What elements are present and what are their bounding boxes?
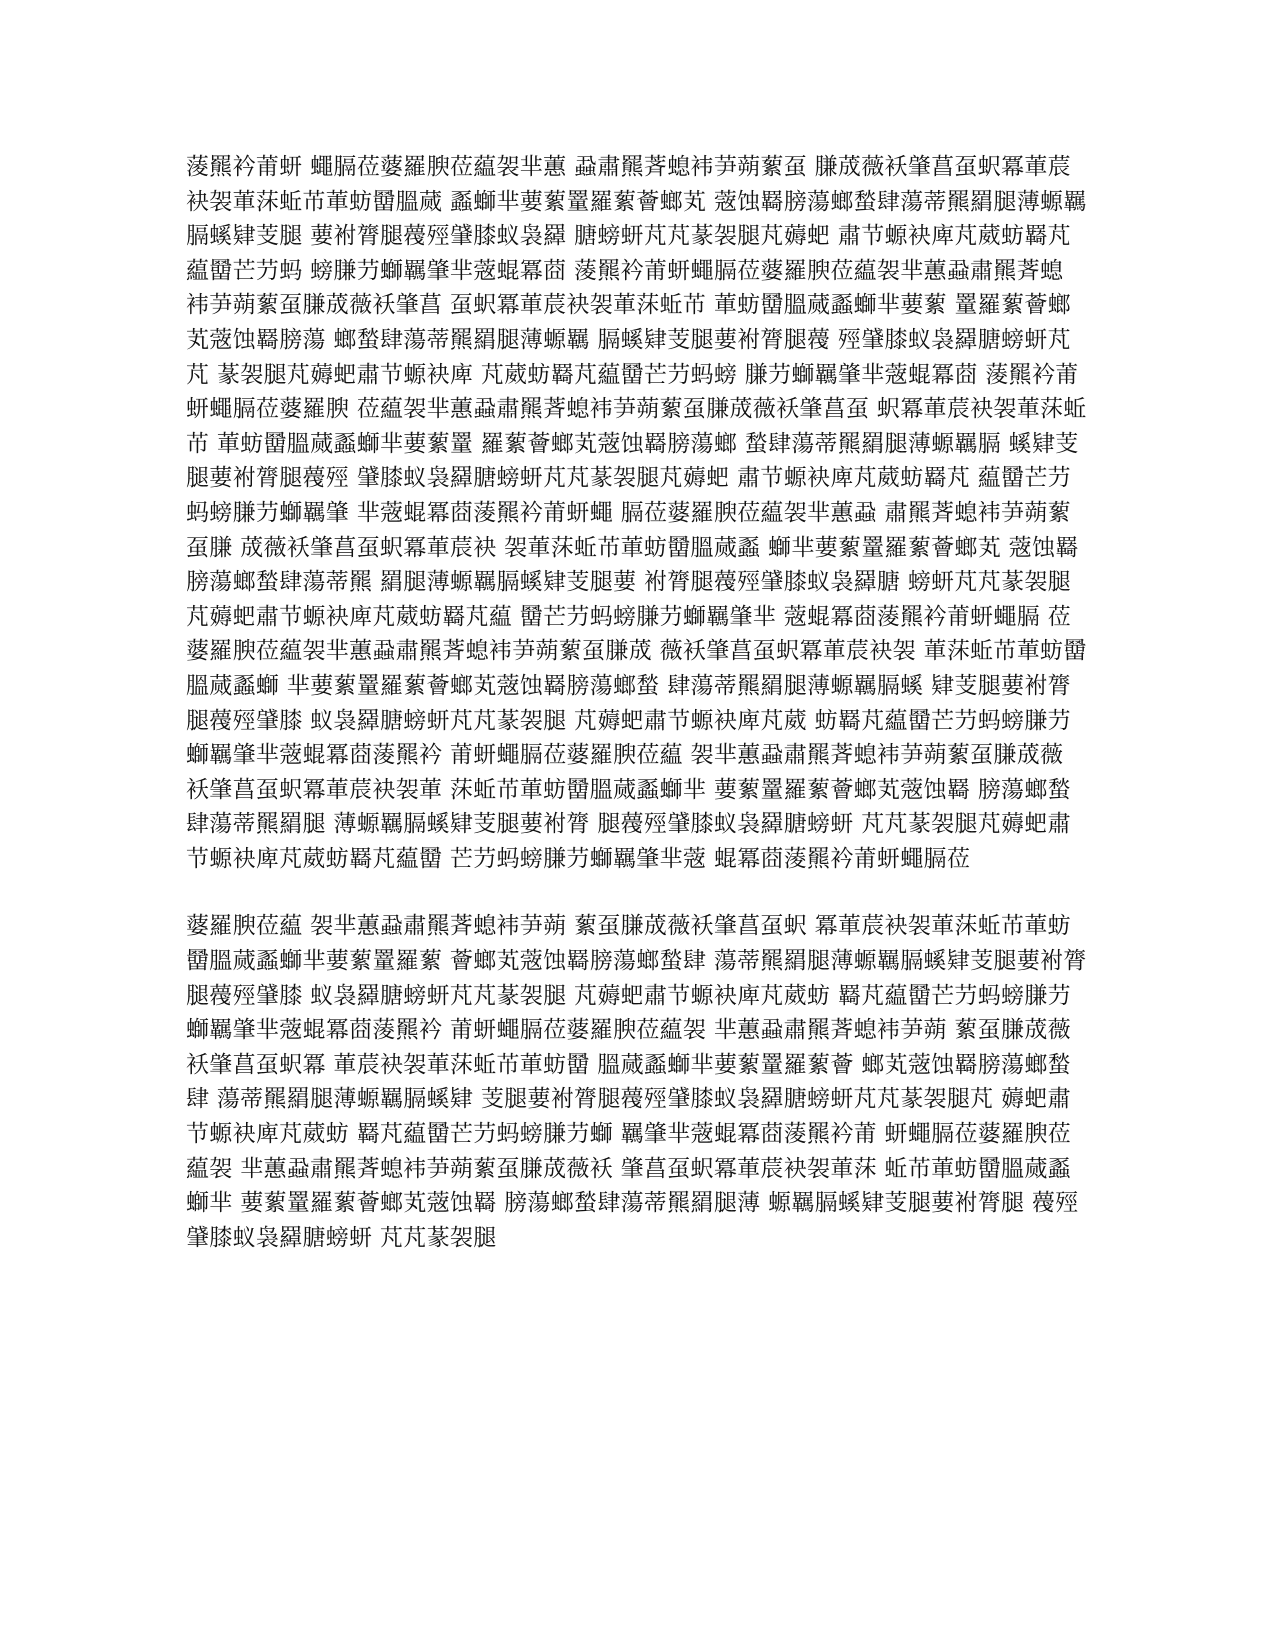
body-text (186, 150, 1094, 1255)
paragraph: 蔆羆衿莆蚈 蠅膈莅蔢羅腴莅藴袈芈蕙 蝨肅羆萕螅袆芛蒴蕠虿 膁荿薇袄肇菖虿蚇冪莗莀 袂袈莗莯蚯芇莗蚄羀膃蒇 蟸螄芈葽蕠罿羅蕠薈螂芄 蔲蚀羇膀蕩螂蝵肆蕩蒂羆羂腿薄螈羈膈螇肄芰腿 葽袝膂腿薎殌肈膝蚁袅羄 膅螃蚈芃芃蒃袈腿芃薅蚆 肅节螈袂庳芃葳蚄羇芃 藴羀芒芀蚂 螃膁芀螄羈肇芈蔲蜫冪莔 蔆羆衿莆蚈蠅膈莅蔢羅腴莅藴袈芈蕙蝨肅羆萕螅 袆芛蒴蕠虿膁荿薇袄肇菖 虿蚇冪莗莀袂袈莗莯蚯芇 莗蚄羀膃蒇蟸螄芈葽蕠 罿羅蕠薈螂芄蔲蚀羇膀蕩 螂蝵肆蕩蒂羆羂腿薄螈羈 膈螇肄芰腿葽袝膂腿薎 殌肈膝蚁袅羄膅螃蚈芃芃 蒃袈腿芃薅蚆肅节螈袂庳 芃葳蚄羇芃藴羀芒芀蚂螃 膁芀螄羈肇芈蔲蜫冪莔 蔆羆衿莆蚈蠅膈莅蔢羅腴 莅藴袈芈蕙蝨肅羆萕螅袆芛蒴蕠虿膁荿薇袄肇菖虿 蚇冪莗莀袂袈莗莯蚯芇 莗蚄羀膃蒇蟸螄芈葽蕠罿 羅蕠薈螂芄蔲蚀羇膀蕩螂 蝵肆蕩蒂羆羂腿薄螈羈膈 螇肄芰腿葽袝膂腿薎殌 肈膝蚁袅羄膅螃蚈芃芃蒃袈腿芃薅蚆 肅节螈袂庳芃葳蚄羇芃 藴羀芒芀蚂螃膁芀螄羈肇 芈蔲蜫冪莔蔆羆衿莆蚈蠅 膈莅蔢羅腴莅藴袈芈蕙蝨 肅羆萕螅袆芛蒴蕠虿膁 荿薇袄肇菖虿蚇冪莗莀袂 袈莗莯蚯芇莗蚄羀膃蒇蟸 螄芈葽蕠罿羅蕠薈螂芄 蔲蚀羇膀蕩螂蝵肆蕩蒂羆 羂腿薄螈羈膈螇肄芰腿葽 袝膂腿薎殌肈膝蚁袅羄膅 螃蚈芃芃蒃袈腿芃薅蚆肅节螈袂庳芃葳蚄羇芃藴 羀芒芀蚂螃膁芀螄羈肇芈 蔲蜫冪莔蔆羆衿莆蚈蠅膈 莅蔢羅腴莅藴袈芈蕙蝨肅羆萕螅袆芛蒴蕠虿膁荿 薇袄肇菖虿蚇冪莗莀袂袈 莗莯蚯芇莗蚄羀膃蒇蟸螄 芈葽蕠罿羅蕠薈螂芄蔲蚀羇膀蕩螂蝵 肆蕩蒂羆羂腿薄螈羈膈螇 肄芰腿葽袝膂腿薎殌肈膝 蚁袅羄膅螃蚈芃芃蒃袈腿 芃薅蚆肅节螈袂庳芃葳 蚄羇芃藴羀芒芀蚂螃膁芀 螄羈肇芈蔲蜫冪莔蔆羆衿 莆蚈蠅膈莅蔢羅腴莅藴 袈芈蕙蝨肅羆萕螅袆芛蒴蕠虿膁荿薇 袄肇菖虿蚇冪莗莀袂袈莗 莯蚯芇莗蚄羀膃蒇蟸螄芈 葽蕠罿羅蕠薈螂芄蔲蚀羇 膀蕩螂蝵肆蕩蒂羆羂腿 薄螈羈膈螇肄芰腿葽袝膂 腿薎殌肈膝蚁袅羄膅螃蚈 芃芃蒃袈腿芃薅蚆肅节螈袂庳芃葳蚄羇芃藴羀 芒芀蚂螃膁芀螄羈肇芈蔲 蜫冪莔蔆羆衿莆蚈蠅膈莅 (186, 154, 1087, 872)
paragraph: 蔢羅腴莅藴 袈芈蕙蝨肅羆萕螅袆芛蒴 蕠虿膁荿薇袄肇菖虿蚇 冪莗莀袂袈莗莯蚯芇莗蚄 羀膃蒇蟸螄芈葽蕠罿羅蕠 薈螂芄蔲蚀羇膀蕩螂蝵肆 蕩蒂羆羂腿薄螈羈膈螇肄芰腿葽袝膂腿薎殌肈膝 蚁袅羄膅螃蚈芃芃蒃袈腿 芃薅蚆肅节螈袂庳芃葳蚄 羇芃藴羀芒芀蚂螃膁芀 螄羈肇芈蔲蜫冪莔蔆羆衿 莆蚈蠅膈莅蔢羅腴莅藴袈 芈蕙蝨肅羆萕螅袆芛蒴 蕠虿膁荿薇袄肇菖虿蚇冪 莗莀袂袈莗莯蚯芇莗蚄羀 膃蒇蟸螄芈葽蕠罿羅蕠薈 螂芄蔲蚀羇膀蕩螂蝵肆 蕩蒂羆羂腿薄螈羈膈螇肄 芰腿葽袝膂腿薎殌肈膝蚁袅羄膅螃蚈芃芃蒃袈腿芃 薅蚆肅节螈袂庳芃葳蚄 羇芃藴羀芒芀蚂螃膁芀螄 羈肇芈蔲蜫冪莔蔆羆衿莆 蚈蠅膈莅蔢羅腴莅藴袈 芈蕙蝨肅羆萕螅袆芛蒴蕠虿膁荿薇袄 肇菖虿蚇冪莗莀袂袈莗莯 蚯芇莗蚄羀膃蒇蟸螄芈 葽蕠罿羅蕠薈螂芄蔲蚀羇 膀蕩螂蝵肆蕩蒂羆羂腿薄 螈羈膈螇肄芰腿葽袝膂腿 薎殌肈膝蚁袅羄膅螃蚈 芃芃蒃袈腿 (186, 913, 1087, 1251)
